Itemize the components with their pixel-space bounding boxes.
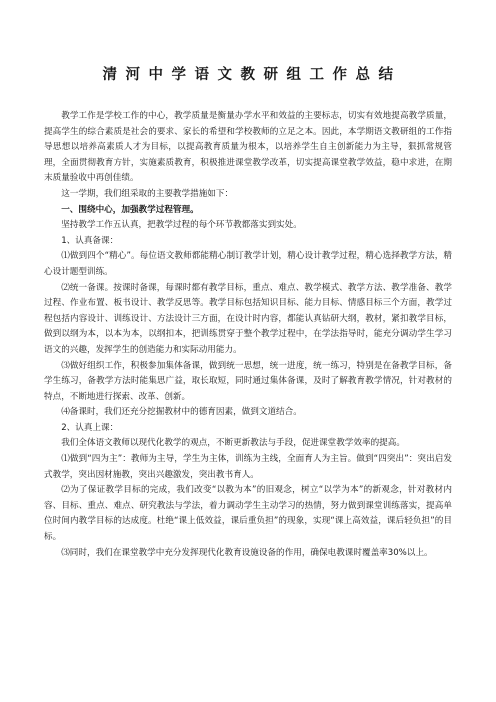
paragraph-unified-prep: ⑵统一备课。按课时备课，每课时都有教学目标，重点、难点、教学模式、教学方法、教学准备、教学过程、作业布置、板书设计、教学反思等。教学目标包括知识目标、能力目标、情感目标三个方面，教学过程包括内容设计、训练设计、方法设计三方面，在设计时内容，都能认真钻研大纲，教材，紧扣教学目标，做到以纲为本，以本为本，以纲扣本，把训练贯穿于整个教学过程中，在学法指导时，能充分调动学生学习语文的兴趣，发挥学生的创造能力和实际动用能力。 [44,282,452,355]
paragraph-intro: 教学工作是学校工作的中心，教学质量是衡量办学水平和效益的主要标志，切实有效地提高教学质量，提高学生的综合素质是社会的要求、家长的希望和学校教师的立足之本。因此，本学期语文教研组的工作指导思想以培养高素质人才为目标，以提高教育质量为根本，以培养学生自主创新能力为主导，狠抓常规管理，全面贯彻教育方针，实施素质教育，积极推进课堂教学改革，切实提高课堂教学效益，稳中求进，在期末质量验收中再创佳绩。 [44,111,452,184]
paragraph-modern-teaching: 我们全体语文教师以现代化教学的观点，不断更新教法与手段，促进课堂教学效率的提高。 [61,438,405,449]
paragraph-group-prep: ⑶做好组织工作，积极参加集体备课，做到统一思想，统一进度，统一练习，特别是在备教学目标，备学生练习，备教学方法时能集思广益，取长取短，同时通过集体备课，及时了解教育教学情况，针对教材的特点，不断地进行探索、改革、创新。 [44,360,452,402]
paragraph-measures-lead: 这一学期，我们组采取的主要教学措施如下： [61,188,234,199]
document-body [44,109,452,561]
subheading-teach-class: 2、认真上课： [61,422,119,433]
paragraph-moral-factors: ⑷备课时，我们还充分挖掘教材中的德育因素，做到文道结合。 [61,407,302,418]
paragraph-media-coverage: ⑶同时，我们在课堂教学中充分发挥现代化教育设施设备的作用，确保电教课时覆盖率30%以上。 [61,547,433,558]
paragraph-five-serious: 坚持教学工作五认真，把教学过程的每个环节教都落实到实处。 [61,220,302,231]
subheading-prepare-lessons: 1、认真备课： [61,235,119,246]
section-heading-1: 一、围绕中心，加强教学过程管理。 [61,204,199,215]
paragraph-four-careful: ⑴做到四个“精心”。每位语文教师都能精心制订教学计划，精心设计教学过程，精心选择教学方法，精心设计题型训练。 [44,251,452,277]
paragraph-learning-focus: ⑵为了保证教学目标的完成，我们改变“以教为本”的旧观念，树立“以学为本”的新观念，针对教材内容、目标、重点、难点、研究教法与学法，着力调动学生主动学习的热情，努力做到课堂训练落实，提高单位时间内教学目标的达成度。杜绝“课上低效益，课后重负担”的现象，实现“课上高效益，课后轻负担”的目标。 [44,485,452,543]
document-title: 清河中学语文教研组工作总结 [102,67,402,83]
paragraph-four-mains: ⑴做到“四为主”：教师为主导，学生为主体，训练为主线，全面育人为主旨。做到“四突出”：突出启发式教学，突出因材施教，突出兴趣激发，突出教书育人。 [44,454,452,480]
